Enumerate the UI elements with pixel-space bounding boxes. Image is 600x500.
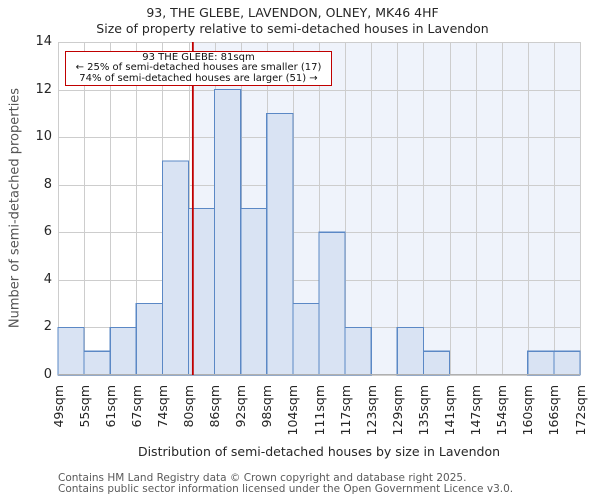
chart-subtitle: Size of property relative to semi-detached houses in Lavendon (96, 21, 489, 36)
histogram-bar (554, 351, 580, 375)
histogram-bar (110, 327, 136, 375)
y-tick-label: 8 (43, 176, 52, 192)
y-tick-label: 6 (43, 224, 52, 240)
x-tick-label: 80sqm (181, 385, 196, 428)
histogram-bar (162, 161, 188, 375)
x-tick-label: 104sqm (285, 385, 301, 436)
x-tick-label: 111sqm (311, 385, 327, 436)
x-axis-label: Distribution of semi-detached houses by size in Lavendon (137, 444, 501, 459)
x-tick-label: 74sqm (154, 385, 170, 428)
x-tick-label: 61sqm (102, 385, 118, 428)
y-tick-label: 4 (43, 271, 52, 287)
x-tick-label: 98sqm (259, 385, 275, 428)
histogram-bar (345, 327, 371, 375)
title-block (0, 5, 585, 36)
x-tick-label: 154sqm (494, 385, 510, 436)
histogram-bar (215, 90, 241, 375)
histogram-bar (84, 351, 110, 375)
histogram-bar (293, 304, 319, 375)
histogram-bar (267, 113, 293, 375)
y-tick-label: 12 (35, 81, 52, 97)
y-tick-label: 0 (43, 367, 52, 382)
x-tick-label: 160sqm (520, 385, 536, 436)
plot-area (58, 42, 580, 375)
x-tick-label: 92sqm (233, 385, 249, 428)
footer-copyright-line2: Contains public sector information licensed under the Open Government Licence v3.0. (58, 483, 514, 495)
x-tick-label: 129sqm (389, 385, 405, 436)
annotation-property-size: 93 THE GLEBE: 81sqm (142, 52, 255, 63)
x-tick-label: 166sqm (546, 385, 562, 436)
annotation-larger-stat: 74% of semi-detached houses are larger (51) → (79, 72, 318, 84)
x-tick-label: 86sqm (207, 385, 223, 428)
x-tick-label: 147sqm (468, 385, 484, 436)
histogram-bar (319, 232, 345, 375)
x-tick-label: 49sqm (50, 385, 66, 428)
histogram-bar (528, 351, 554, 375)
footer-copyright-line1: Contains HM Land Registry data © Crown copyright and database right 2025. (58, 472, 467, 484)
chart-title: 93, THE GLEBE, LAVENDON, OLNEY, MK46 4HF (146, 5, 439, 20)
x-tick-label: 123sqm (363, 385, 379, 436)
y-axis-label: Number of semi-detached properties (7, 87, 23, 329)
y-tick-label: 14 (35, 34, 52, 49)
histogram-bar (58, 327, 84, 375)
histogram-bar (136, 304, 162, 375)
x-tick-label: 141sqm (442, 385, 457, 436)
y-tick-label: 10 (35, 129, 52, 145)
x-tick-label: 55sqm (76, 385, 92, 428)
x-tick-label: 67sqm (128, 385, 144, 428)
x-tick-label: 117sqm (337, 385, 353, 436)
histogram-bar (397, 327, 423, 375)
y-tick-label: 2 (43, 319, 52, 335)
histogram-bar (423, 351, 449, 375)
histogram-svg (58, 42, 580, 375)
x-tick-label: 135sqm (415, 385, 431, 436)
histogram-bar (241, 209, 267, 376)
annotation-smaller-stat: ← 25% of semi-detached houses are smaller (17) (75, 62, 322, 74)
x-tick-label: 172sqm (572, 385, 588, 436)
marker-annotation-box (65, 51, 332, 86)
